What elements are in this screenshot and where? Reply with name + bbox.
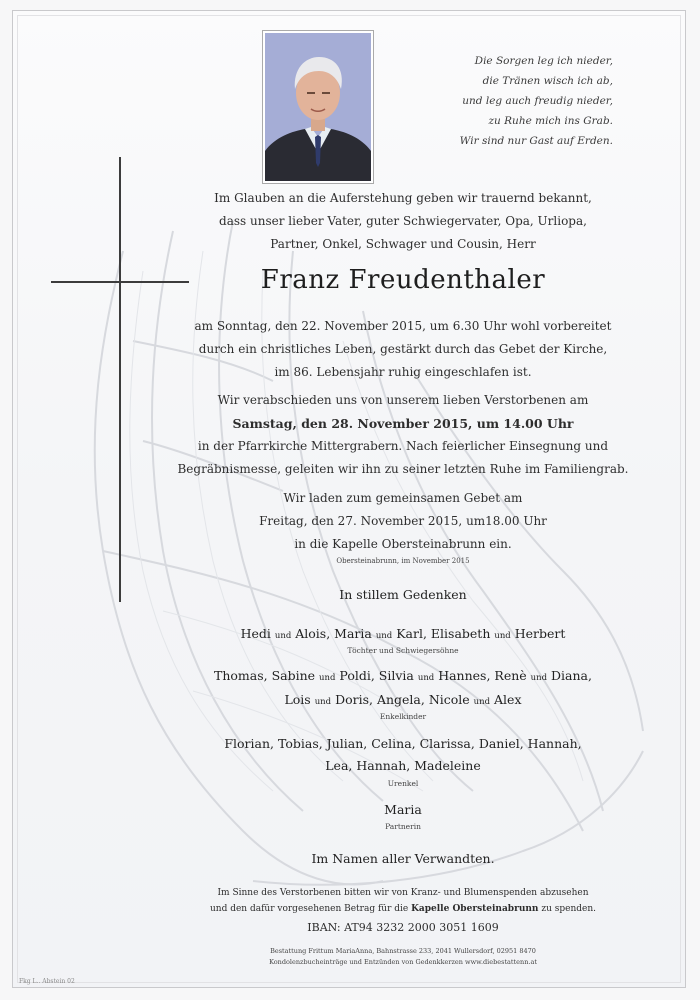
- grandchildren-role: Enkelkinder: [379, 712, 427, 721]
- names-text: Karl, Elisabeth: [392, 626, 495, 641]
- names-text: Herbert: [510, 626, 566, 641]
- death-info-line: am Sonntag, den 22. November 2015, um 6.30 Uhr wohl vorbereitet: [194, 319, 612, 333]
- poem-line: Die Sorgen leg ich nieder,: [474, 55, 613, 67]
- funeral-place-line: Begräbnismesse, geleiten wir ihn zu seiner letzten Ruhe im Familiengrab.: [177, 462, 629, 476]
- great-grandchildren-names: Florian, Tobias, Julian, Celina, Clarissa, Daniel, Hannah,: [224, 736, 582, 751]
- connector-word: und: [319, 673, 336, 683]
- portrait-figure: [265, 33, 371, 181]
- names-text: Hedi: [240, 626, 275, 641]
- funeral-place-line: in der Pfarrkirche Mittergrabern. Nach feierlicher Einsegnung und: [197, 439, 609, 453]
- death-info: [163, 315, 643, 384]
- mourners-great-grandchildren: [163, 733, 643, 777]
- connector-word: und: [473, 697, 491, 707]
- connector-word: und: [494, 631, 511, 641]
- names-text: Diana,: [547, 668, 592, 683]
- poem: [413, 51, 613, 151]
- donation-line: und den dafür vorgesehenen Betrag für die Kapelle Obersteinabrunn zu spenden.: [210, 904, 596, 914]
- connector-word: und: [375, 631, 393, 641]
- in-memory-heading: In stillem Gedenken: [339, 587, 467, 602]
- names-text: Doris, Angela, Nicole: [331, 692, 474, 707]
- mourners-children: [163, 623, 643, 647]
- children-names: [163, 623, 643, 647]
- poem-line: Wir sind nur Gast auf Erden.: [459, 135, 613, 147]
- footer-line: Kondolenzbucheinträge und Entzünden von Gedenkkerzen www.diebestattenn.at: [269, 958, 537, 966]
- announcement: [163, 187, 643, 256]
- corner-code: Fkg L.. Abstein 02: [19, 978, 75, 985]
- names-text: Alois, Maria: [291, 626, 376, 641]
- funeral-date: Samstag, den 28. November 2015, um 14.00 Uhr: [232, 416, 574, 431]
- deceased-name: Franz Freudenthaler: [260, 265, 546, 295]
- portrait-photo: [263, 31, 373, 183]
- poem-line: zu Ruhe mich ins Grab.: [488, 115, 613, 127]
- names-text: Lois: [284, 692, 315, 707]
- great-grandchildren-names: Lea, Hannah, Madeleine: [325, 758, 481, 773]
- partner-role: Partnerin: [385, 822, 421, 831]
- names-text: Poldi, Silvia: [335, 668, 418, 683]
- announcement-line: dass unser lieber Vater, guter Schwiegervater, Opa, Urliopa,: [219, 214, 587, 228]
- prayer-invitation: [163, 487, 643, 556]
- connector-word: und: [530, 673, 548, 683]
- connector-word: und: [314, 697, 332, 707]
- connector-word: und: [417, 673, 435, 683]
- donation-line: Im Sinne des Verstorbenen bitten wir von Kranz- und Blumenspenden abzusehen: [217, 888, 589, 898]
- place-date: Obersteinabrunn, im November 2015: [336, 557, 470, 565]
- prayer-line: Wir laden zum gemeinsamen Gebet am: [283, 491, 523, 505]
- footer-line: Bestattung Frittum MariaAnna, Bahnstrasse 233, 2041 Wullersdorf, 02951 8470: [270, 947, 536, 955]
- announcement-line: Partner, Onkel, Schwager und Cousin, Herr: [270, 237, 536, 251]
- funeral-place: [163, 435, 643, 481]
- partner-name: Maria: [384, 802, 422, 817]
- chapel-name: Kapelle Obersteinabrunn: [411, 904, 539, 914]
- cross-vertical-bar: [119, 157, 121, 602]
- death-info-line: im 86. Lebensjahr ruhig eingeschlafen ist.: [274, 365, 532, 379]
- names-text: Hannes, Renè: [434, 668, 531, 683]
- children-role: Töchter und Schwiegersöhne: [347, 646, 459, 655]
- prayer-line: in die Kapelle Obersteinabrunn ein.: [294, 537, 512, 551]
- donation-request: [163, 885, 643, 917]
- names-text: Thomas, Sabine: [214, 668, 320, 683]
- funeral-home-footer: [163, 946, 643, 968]
- grandchildren-names: [163, 665, 643, 689]
- death-info-line: durch ein christliches Leben, gestärkt durch das Gebet der Kirche,: [198, 342, 608, 356]
- poem-line: die Tränen wisch ich ab,: [482, 75, 613, 87]
- prayer-line: Freitag, den 27. November 2015, um18.00 Uhr: [259, 514, 547, 528]
- connector-word: und: [274, 631, 292, 641]
- poem-line: und leg auch freudig nieder,: [462, 95, 613, 107]
- farewell-intro: Wir verabschieden uns von unserem lieben Verstorbenen am: [217, 393, 589, 407]
- great-grandchildren-role: Urenkel: [387, 779, 419, 788]
- grandchildren-names: [163, 689, 643, 713]
- names-text: Alex: [490, 692, 522, 707]
- obituary-sheet: [12, 10, 686, 988]
- relatives-line: Im Namen aller Verwandten.: [311, 851, 495, 866]
- mourners-grandchildren: [163, 665, 643, 713]
- announcement-line: Im Glauben an die Auferstehung geben wir trauernd bekannt,: [214, 191, 592, 205]
- iban: IBAN: AT94 3232 2000 3051 1609: [307, 921, 499, 934]
